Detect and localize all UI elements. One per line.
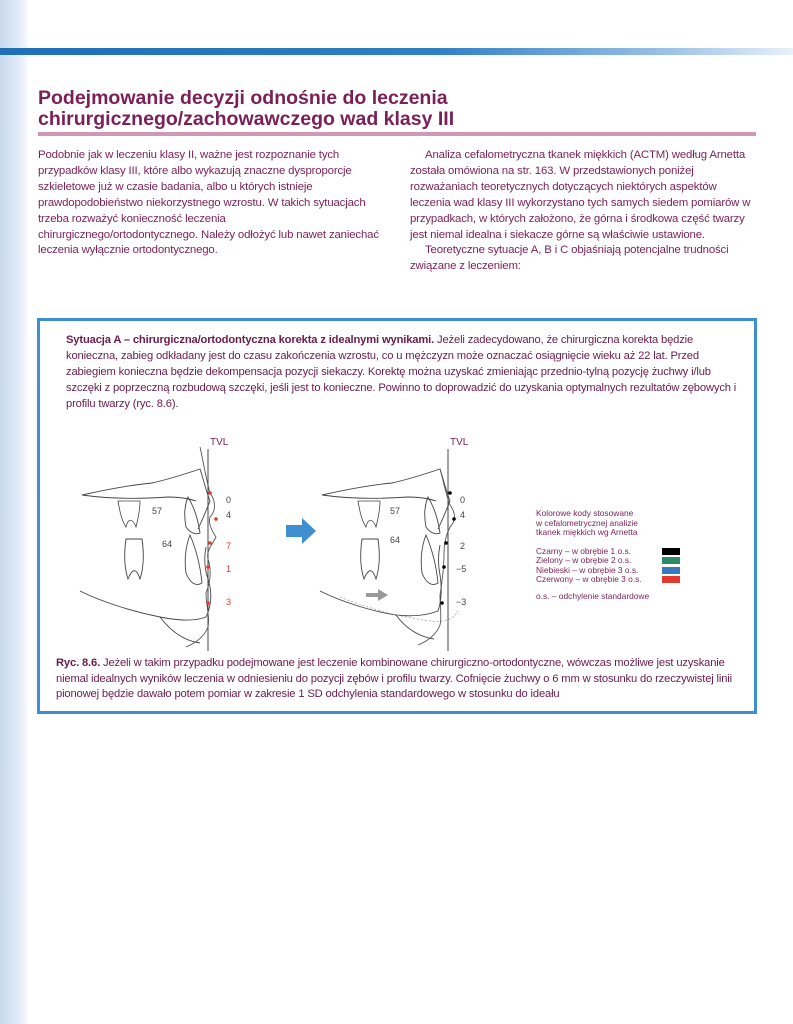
- legend-heading-line-1: Kolorowe kody stosowane: [536, 508, 634, 518]
- legend-label: Niebieski – w obrębie 3 o.s.: [536, 564, 639, 575]
- top-blue-bar: [0, 48, 793, 55]
- tvl-label-right: TVL: [450, 437, 469, 448]
- color-legend: [536, 509, 736, 601]
- legend-swatch-green: [662, 557, 680, 564]
- tooth-label-57-right: 57: [390, 506, 401, 516]
- left-profile-panel: [80, 447, 218, 651]
- right-profile-panel: [320, 449, 458, 651]
- left-decorative-strip: [0, 0, 30, 1024]
- measure-right-1: 0: [460, 495, 466, 505]
- page-title: [38, 88, 758, 130]
- legend-label: Czarny – w obrębie 1 o.s.: [536, 545, 631, 556]
- measure-left-2: 4: [226, 510, 232, 520]
- tvl-label-left: TVL: [210, 437, 229, 448]
- measure-left-1: 0: [226, 495, 232, 505]
- right-arrow-icon: [286, 518, 316, 544]
- situation-a-box: [37, 318, 757, 714]
- legend-heading: [536, 509, 736, 538]
- right-paragraph-2: Teoretyczne sytuacje A, B i C objaśniają potencjalne trudności związane z leczeniem:: [410, 244, 729, 273]
- legend-swatch-blue: [662, 567, 680, 574]
- tooth-label-64-right: 64: [390, 535, 401, 545]
- situation-a-body: Jeżeli zadecydowano, że chirurgiczna korekta będzie konieczna, zabieg odkładany jest do czasu zakończenia wzrostu, co u mężczyzn może oznaczać osiągnięcie wieku aż 22 lat. Przed zabiegiem konieczna będzie dekompensacja pozycji siekaczy. Korektę można uzyskać zmieniając przednio-tylną pozycję żuchwy i/lub szczęki z poprzeczną rozbudową szczęki, jeśli jest to konieczne. Powinno to doprowadzić do uzyskania optymalnych rezultatów zębowych i profilu twarzy (ryc. 8.6).: [66, 334, 737, 410]
- right-text-column: [410, 148, 755, 275]
- measure-right-5: −3: [456, 597, 467, 607]
- legend-swatch-red: [662, 576, 680, 583]
- title-line-2: chirurgicznego/zachowawczego wad klasy III: [38, 108, 455, 130]
- legend-swatch-black: [662, 548, 680, 555]
- title-line-1: Podejmowanie decyzji odnośnie do leczenia: [38, 87, 448, 109]
- measure-left-4: 1: [226, 564, 232, 574]
- figure-caption: [56, 656, 746, 703]
- title-underline: [38, 132, 756, 136]
- legend-item-red: [536, 575, 736, 585]
- legend-heading-line-3: tkanek miękkich wg Arnetta: [536, 527, 638, 537]
- legend-label: Zielony – w obrębie 2 o.s.: [536, 555, 632, 565]
- legend-heading-line-2: w cefalometrycznej analizie: [536, 517, 638, 528]
- legend-label: Czerwony – w obrębie 3 o.s.: [536, 574, 642, 584]
- setback-arrow-icon: [366, 589, 388, 601]
- legend-note: o.s. – odchylenie standardowe: [536, 590, 650, 601]
- left-paragraph: Podobnie jak w leczeniu klasy II, ważne jest rozpoznanie tych przypadków klasy III, które albo wykazują znaczne dysproporcje szkieletowe już w czasie badania, albo u których istnieje prawdopodobieństwo niekorzystnego wzrostu. W takich sytuacjach trzeba rozważyć konieczność leczenia chirurgicznego/ortodontycznego. Należy odłożyć lub nawet zaniechać leczenia wyłącznie ortodontycznego.: [38, 149, 379, 257]
- left-text-column: [38, 148, 383, 259]
- caption-label: Ryc. 8.6.: [56, 657, 101, 669]
- measure-left-3: 7: [226, 541, 232, 551]
- situation-a-lead: Sytuacja A – chirurgiczna/ortodontyczna korekta z idealnymi wynikami.: [66, 334, 435, 346]
- measure-right-3: 2: [460, 541, 466, 551]
- tooth-label-57-left: 57: [152, 506, 163, 516]
- measure-left-5: 3: [226, 597, 232, 607]
- right-paragraph-1: Analiza cefalometryczna tkanek miękkich (ACTM) według Arnetta została omówiona na str. 163. W przedstawionych poniżej rozważaniach teoretycznych dotyczących niektórych aspektów leczenia wad klasy III wykorzystano tych samych siedem pomiarów w przypadkach, w których założono, że górna i środkowa część twarzy jest niemal idealna i siekacze górne są właściwie ustawione.: [410, 149, 751, 241]
- tooth-label-64-left: 64: [162, 539, 173, 549]
- caption-text: Jeżeli w takim przypadku podejmowane jest leczenie kombinowane chirurgiczno-ortodontyczne, wówczas możliwe jest uzyskanie niemal idealnych wyników leczenia w odniesieniu do pozycji zębów i profilu twarzy. Cofnięcie żuchwy o 6 mm w stosunku do rzeczywistej linii pionowej będzie dawało potem pomiar w zakresie 1 SD odchylenia standardowego w stosunku do ideału: [56, 657, 732, 700]
- measure-right-4: −5: [456, 564, 467, 574]
- measure-right-2: 4: [460, 510, 466, 520]
